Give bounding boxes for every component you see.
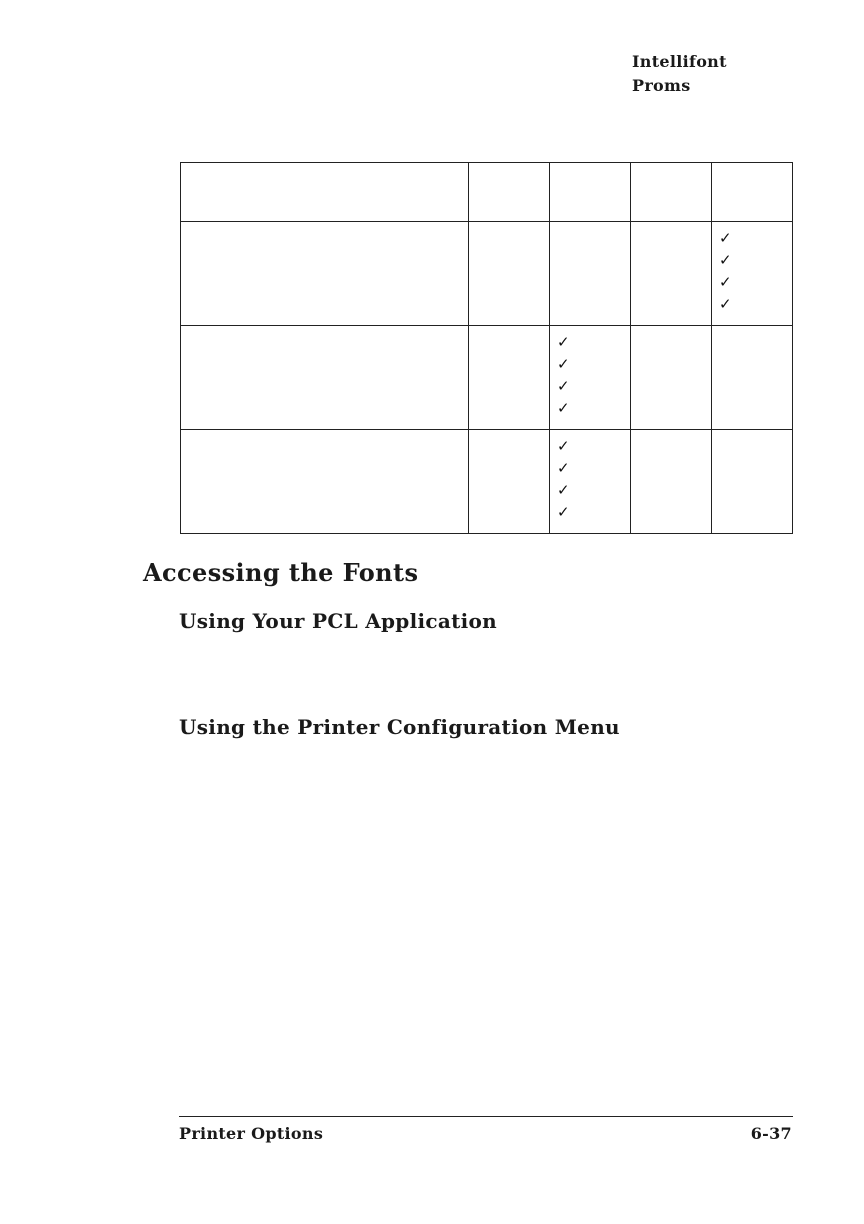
running-head-line-1: Intellifont [632, 52, 727, 71]
table-header-row [181, 163, 793, 222]
row-label-cell [181, 430, 469, 534]
option-cell [469, 222, 550, 326]
row-label-cell [181, 222, 469, 326]
checkmark-icon: ✓ [557, 333, 570, 351]
option-cell [712, 222, 793, 326]
header-cell [550, 163, 631, 222]
option-cell [631, 222, 712, 326]
checkmark-icon: ✓ [557, 437, 570, 455]
footer-rule [179, 1116, 793, 1117]
table-row [181, 430, 793, 534]
header-cell [631, 163, 712, 222]
table-row [181, 326, 793, 430]
subsection-heading-pcl-application: Using Your PCL Application [179, 609, 498, 633]
option-cell [469, 430, 550, 534]
option-cell [469, 326, 550, 430]
checkmark-icon: ✓ [557, 399, 570, 417]
running-head [632, 50, 727, 98]
header-cell [712, 163, 793, 222]
footer-section-title: Printer Options [179, 1124, 324, 1143]
checkmark-icon: ✓ [719, 273, 732, 291]
checkmark-list [712, 222, 792, 315]
checkmark-icon: ✓ [719, 251, 732, 269]
checkmark-list [550, 326, 630, 419]
checkmark-icon: ✓ [557, 459, 570, 477]
header-cell [469, 163, 550, 222]
subsection-heading-configuration-menu: Using the Printer Configuration Menu [179, 715, 620, 739]
option-cell [550, 430, 631, 534]
font-option-table [180, 162, 793, 534]
section-heading: Accessing the Fonts [143, 558, 419, 587]
option-cell [712, 430, 793, 534]
table-row [181, 222, 793, 326]
checkmark-icon: ✓ [557, 377, 570, 395]
option-cell [631, 430, 712, 534]
option-cell [631, 326, 712, 430]
checkmark-icon: ✓ [719, 295, 732, 313]
checkmark-icon: ✓ [557, 355, 570, 373]
row-label-cell [181, 326, 469, 430]
checkmark-icon: ✓ [557, 481, 570, 499]
option-cell [550, 326, 631, 430]
header-cell [181, 163, 469, 222]
checkmark-list [550, 430, 630, 523]
option-cell [550, 222, 631, 326]
checkmark-icon: ✓ [719, 229, 732, 247]
option-cell [712, 326, 793, 430]
page-number: 6-37 [750, 1124, 792, 1143]
running-head-line-2: Proms [632, 76, 691, 95]
checkmark-icon: ✓ [557, 503, 570, 521]
